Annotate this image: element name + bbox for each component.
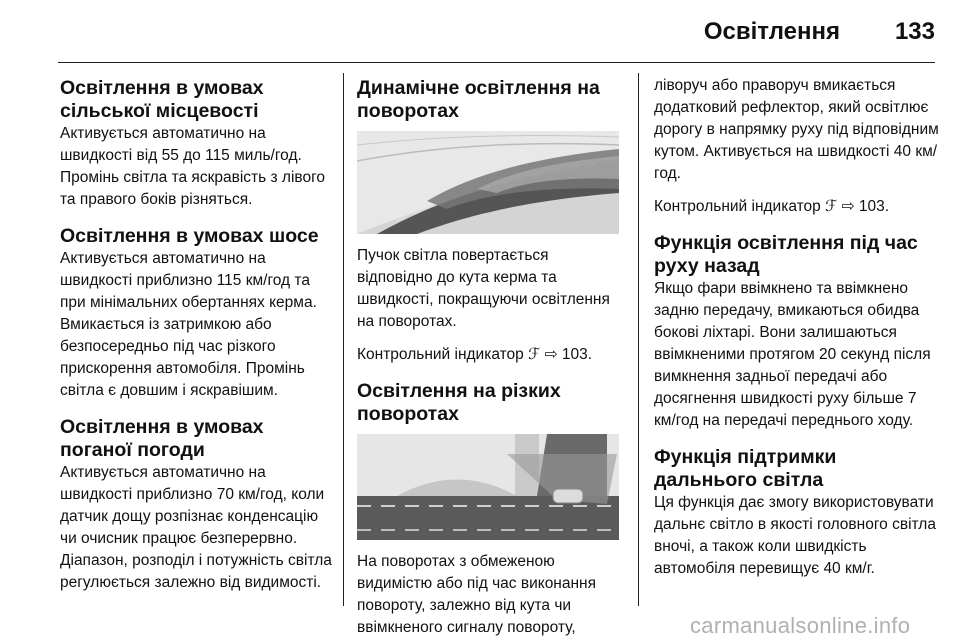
- page-header-title: Освітлення: [703, 18, 840, 45]
- section-heading-reversing-light: Функція освітлення під час руху назад: [654, 232, 918, 277]
- section-body-reversing-light: Якщо фари ввімкнено та ввімкнено задню передачу, вмикаються обидва бокові ліхтарі. Вони залишаються ввімкненими протягом 20 секунд після вимкнення задньої передачі або досягнення швидкості руху більше 7 км/год на передачі переднього ходу.: [654, 280, 931, 429]
- control-indicator-icon: ℱ: [528, 346, 541, 363]
- section-body-high-beam-assist: Ця функція дає змогу використовувати дальнє світло в якості головного світла вночі, а також коли швидкість автомобіля перевищує 40 км/г.: [654, 494, 936, 577]
- section-heading-high-beam-assist: Функція підтримки дальнього світла: [654, 446, 837, 491]
- section-heading-motorway-lighting: Освітлення в умовах шосе: [60, 225, 319, 247]
- page-reference-arrow-icon: ⇨: [841, 198, 855, 215]
- section-heading-static-cornering-light: Освітлення на різких поворотах: [357, 380, 561, 425]
- column-3: [654, 75, 939, 580]
- column-2: [357, 77, 627, 639]
- indicator-reference-2: Контрольний індикатор ℱ ⇨ 103.: [654, 198, 890, 215]
- column-1: [60, 77, 332, 594]
- section-body-static-cornering-light: На поворотах з обмеженою видимістю або під час виконання повороту, залежно від кута чи ввімкненого сигналу повороту,: [357, 553, 597, 636]
- dynamic-curve-light-illustration: [357, 131, 619, 234]
- section-heading-adverse-weather-lighting: Освітлення в умовах поганої погоди: [60, 416, 264, 461]
- page-reference-arrow-icon: ⇨: [544, 346, 558, 363]
- section-heading-dynamic-curve-light: Динамічне освітлення на поворотах: [357, 77, 600, 122]
- column-divider-2: [638, 73, 639, 606]
- static-cornering-light-illustration: [357, 434, 619, 540]
- watermark-text: carmanualsonline.info: [690, 613, 911, 638]
- section-body-dynamic-curve-light: Пучок світла повертається відповідно до кута керма та швидкості, покращуючи освітлення на поворотах.: [357, 247, 610, 330]
- control-indicator-icon: ℱ: [825, 198, 838, 215]
- header-divider: [58, 62, 935, 63]
- page-number: 133: [894, 18, 935, 45]
- section-heading-country-lighting: Освітлення в умовах сільської місцевості: [60, 77, 264, 122]
- indicator-reference-1: Контрольний індикатор ℱ ⇨ 103.: [357, 346, 593, 363]
- section-body-country-lighting: Активується автоматично на швидкості від 55 до 115 миль/год. Промінь світла та яскравість з лівого та правого боків різняться.: [60, 125, 326, 208]
- section-body-motorway-lighting: Активується автоматично на швидкості приблизно 115 км/год та при мінімальних обертаннях керма. Вмикається із затримкою або безпосередньо під час різкого прискорення автомобіля. Промінь світла є довшим і яскравішим.: [60, 250, 317, 399]
- column-divider-1: [343, 73, 344, 606]
- section-body-adverse-weather-lighting: Активується автоматично на швидкості приблизно 70 км/год, коли датчик дощу розпізнає конденсацію чи очисник працює безперервно. Діапазон, розподіл і потужність світла регулюється залежно від видимості.: [60, 464, 332, 591]
- section-body-static-cornering-light-continued: ліворуч або праворуч вмикається додатковий рефлектор, який освітлює дорогу в напрямку руху під відповідним кутом. Активується на швидкості 40 км/год.: [654, 77, 939, 182]
